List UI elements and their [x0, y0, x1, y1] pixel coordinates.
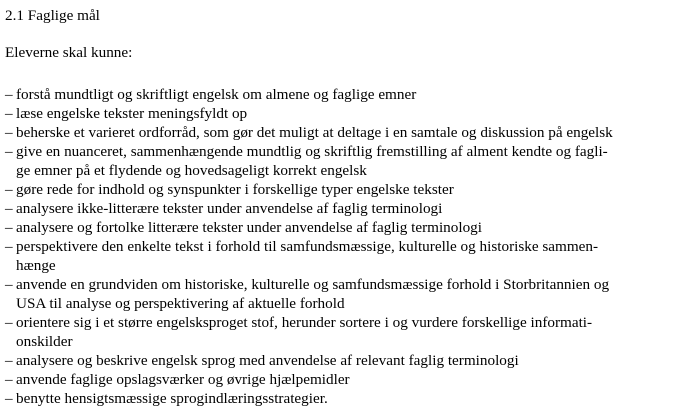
list-item-line: orientere sig i et større engelsksproget stof, herunder sortere i og vurdere forskellige informati-: [16, 314, 593, 331]
list-dash: –: [5, 238, 13, 255]
list-item-continuation-line: USA til analyse og perspektivering af aktuelle forhold: [16, 295, 345, 312]
list-item-continuation-line: onskilder: [16, 333, 73, 350]
list-dash: –: [5, 86, 13, 103]
list-item-text: [16, 142, 680, 180]
list-item: [5, 199, 680, 218]
list-item-line: perspektivere den enkelte tekst i forhold til samfundsmæssige, kulturelle og historiske sammen-: [16, 238, 599, 255]
list-dash: –: [5, 181, 13, 198]
list-item-line: anvende en grundviden om historiske, kulturelle og samfundsmæssige forhold i Storbritannien og: [16, 276, 610, 293]
list-item-line: beherske et varieret ordforråd, som gør det muligt at deltage i en samtale og diskussion på engelsk: [16, 124, 613, 141]
list-dash: –: [5, 200, 13, 217]
learning-goals-list: [5, 85, 680, 408]
list-item: [5, 351, 680, 370]
list-item-line: analysere og beskrive engelsk sprog med anvendelse af relevant faglig terminologi: [16, 352, 519, 369]
list-item-text: [16, 389, 680, 408]
list-dash: –: [5, 390, 13, 407]
list-item: [5, 218, 680, 237]
list-dash: –: [5, 371, 13, 388]
list-item-line: forstå mundtligt og skriftligt engelsk om almene og faglige emner: [16, 86, 417, 103]
list-dash: –: [5, 124, 13, 141]
list-dash: –: [5, 314, 13, 331]
list-item-text: [16, 313, 680, 351]
list-item: [5, 123, 680, 142]
list-item-text: [16, 104, 680, 123]
list-item-line: give en nuanceret, sammenhængende mundtlig og skriftlig fremstilling af alment kendte og fagli-: [16, 143, 608, 160]
list-item-line: analysere og fortolke litterære tekster under anvendelse af faglig terminologi: [16, 219, 482, 236]
list-item-text: [16, 218, 680, 237]
list-item-line: anvende faglige opslagsværker og øvrige hjælpemidler: [16, 371, 350, 388]
section-heading: 2.1 Faglige mål: [5, 7, 100, 24]
list-item: [5, 389, 680, 408]
list-dash: –: [5, 352, 13, 369]
list-item-line: gøre rede for indhold og synspunkter i forskellige typer engelske tekster: [16, 181, 454, 198]
list-item-continuation-line: hænge: [16, 257, 56, 274]
list-item: [5, 104, 680, 123]
list-dash: –: [5, 276, 13, 293]
list-item: [5, 370, 680, 389]
list-item-line: analysere ikke-litterære tekster under anvendelse af faglig terminologi: [16, 200, 443, 217]
list-item: [5, 180, 680, 199]
list-item: [5, 275, 680, 313]
list-item: [5, 313, 680, 351]
list-item-text: [16, 85, 680, 104]
list-item: [5, 237, 680, 275]
list-item-line: læse engelske tekster meningsfyldt op: [16, 105, 248, 122]
list-dash: –: [5, 105, 13, 122]
list-item-continuation-line: ge emner på et flydende og hovedsageligt korrekt engelsk: [16, 162, 367, 179]
list-dash: –: [5, 219, 13, 236]
document-page: [5, 6, 680, 407]
list-item: [5, 142, 680, 180]
list-item-text: [16, 199, 680, 218]
list-item-text: [16, 123, 680, 142]
list-dash: –: [5, 143, 13, 160]
intro-text: Eleverne skal kunne:: [5, 44, 133, 61]
list-item-line: benytte hensigtsmæssige sprogindlæringsstrategier.: [16, 390, 328, 407]
list-item-text: [16, 370, 680, 389]
list-item: [5, 85, 680, 104]
list-item-text: [16, 237, 680, 275]
list-item-text: [16, 351, 680, 370]
list-item-text: [16, 180, 680, 199]
list-item-text: [16, 275, 680, 313]
